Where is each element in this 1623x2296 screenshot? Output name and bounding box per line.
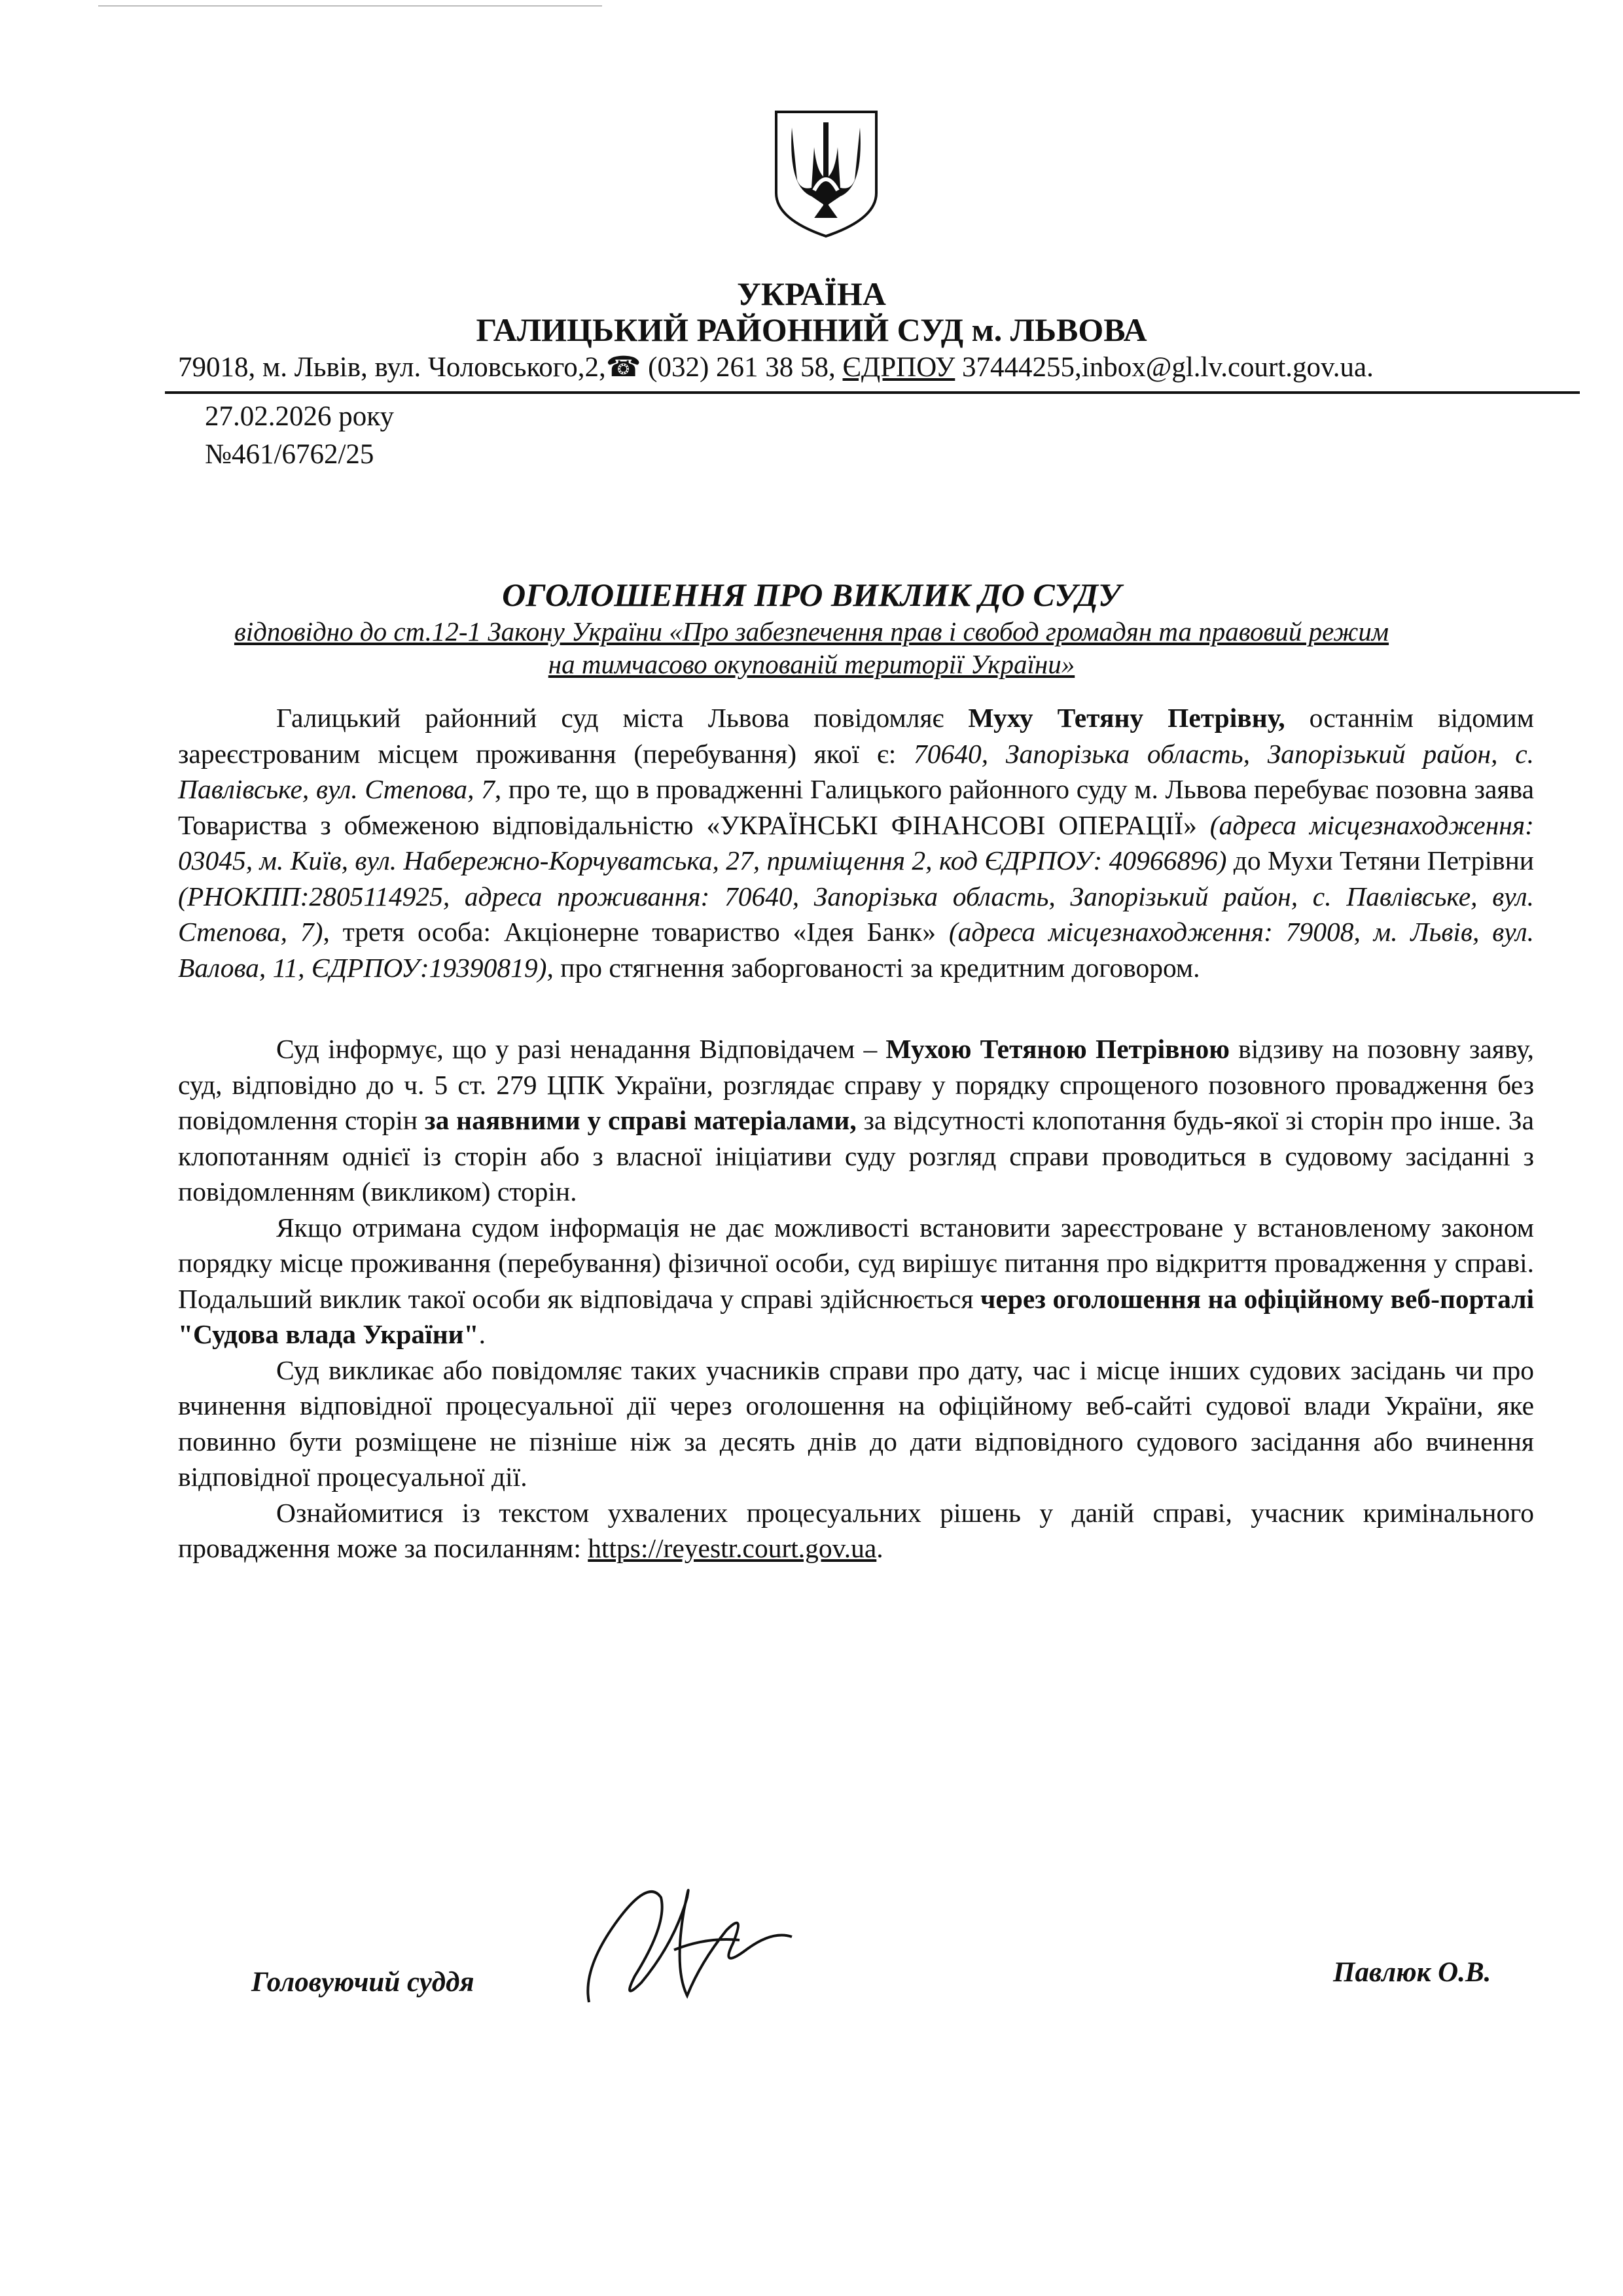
header-divider [165, 391, 1580, 394]
text-segment: , про те, що в провадженні Галицького районного суду м. Львова перебуває позовна заява Товариства з обмеженою відповідальністю «УКРАЇНСЬКІ ФІНАНСОВІ ОПЕРАЦІЇ» [178, 774, 1534, 840]
header-court-name: ГАЛИЦЬКИЙ РАЙОННИЙ СУД м. ЛЬВОВА [476, 311, 1147, 348]
text-segment: . [478, 1319, 486, 1349]
text-segment: до Мухи Тетяни Петрівни [1226, 845, 1534, 875]
italic-text: (адреса місцезнаходження: 79008, м. Львів, вул. Валова, 11, ЄДРПОУ:19390819), [178, 917, 1534, 983]
header-country: УКРАЇНА [737, 275, 886, 312]
document-date: 27.02.2026 року [205, 401, 395, 432]
handwritten-signature [576, 1871, 798, 2009]
text-segment: . [876, 1533, 883, 1563]
text-segment: Ознайомитися із текстом ухвалених процесуальних рішень у даній справі, учасник кримінального провадження може за посиланням: [178, 1497, 1534, 1563]
case-number: №461/6762/25 [205, 439, 374, 470]
body-paragraph [178, 1352, 1534, 1495]
text-segment: Якщо отримана судом інформація не дає можливості встановити зареєстроване у встановленому законом порядку місце проживання (перебування) фізичної особи, суд вирішує питання про відкриття провадження у справі. Подальший виклик такої особи як відповідача у справі здійснюється [178, 1212, 1534, 1314]
text-segment: Галицький районний суд міста Львова повідомляє [276, 703, 969, 733]
registry-link[interactable]: https://reyestr.court.gov.ua [588, 1533, 877, 1563]
italic-text: (адреса місцезнаходження: 03045, м. Київ, вул. Набережно-Корчуватська, 27, приміщення 2, код ЄДРПОУ: 40966896) [178, 809, 1534, 875]
bold-text: через оголошення на офіційному веб-порталі "Судова влада України" [178, 1283, 1535, 1349]
text-segment: Суд інформує, що у разі ненадання Відповідачем – [276, 1034, 886, 1064]
body-paragraph [178, 1031, 1534, 1210]
body-paragraph [178, 1210, 1534, 1352]
notice-subtitle [196, 615, 1427, 680]
signature-role: Головуючий суддя [251, 1967, 474, 1998]
body-paragraph [178, 700, 1534, 985]
text-segment: відзиву на позовну заяву, суд, відповідно до ч. 5 ст. 279 ЦПК України, розглядає справу у порядку спрощеного позовного провадження без повідомлення сторін [178, 1034, 1534, 1135]
notice-subtitle-line-1: відповідно до ст.12-1 Закону України «Про забезпечення прав і свобод громадян та правовий режим [234, 616, 1389, 646]
telephone-icon: ☎ [605, 352, 641, 383]
court-contact-line [178, 351, 1578, 383]
trident-emblem-icon [772, 108, 880, 239]
edrpou-and-email: 37444255,inbox@gl.lv.court.gov.ua. [962, 352, 1374, 383]
judge-name: Павлюк О.В. [1333, 1957, 1491, 1988]
court-address: 79018, м. Львів, вул. Чоловського,2, [178, 352, 606, 383]
italic-text: 70640, Запорізька область, Запорізький район, с. Павлівське, вул. Степова, 7 [178, 738, 1534, 804]
court-phone: (032) 261 38 58, [648, 352, 836, 383]
bold-text: Муху Тетяну Петрівну, [968, 703, 1285, 733]
bold-text: за наявними у справі матеріалами, [424, 1105, 857, 1135]
text-segment: про стягнення заборгованості за кредитним договором. [553, 952, 1200, 983]
text-segment: останнім відомим зареєстрованим місцем проживання (перебування) якої є: [178, 703, 1534, 769]
body-paragraph [178, 1495, 1534, 1566]
notice-subtitle-line-2: на тимчасово окупованій території України» [548, 649, 1075, 679]
bold-text: Мухою Тетяною Петрівною [885, 1034, 1230, 1064]
text-segment: за відсутності клопотання будь-якої зі сторін про інше. За клопотанням однієї із сторін або з власної ініціативи суду розгляд справи проводиться в судовому засіданні з повідомленням (викликом) сторін. [178, 1105, 1534, 1207]
notice-title: ОГОЛОШЕННЯ ПРО ВИКЛИК ДО СУДУ [502, 576, 1121, 613]
edrpou-label: ЄДРПОУ [842, 352, 955, 383]
notice-body [178, 700, 1534, 1566]
text-segment: , третя особа: Акціонерне товариство «Ідея Банк» [323, 917, 949, 947]
text-segment: Суд викликає або повідомляє таких учасників справи про дату, час і місце інших судових засідань чи про вчинення відповідної процесуальної дії через оголошення на офіційному веб-сайті судової влади України, яке повинно бути розміщене не пізніше ніж за десять днів до дати відповідного судового засідання або вчинення відповідної процесуальної дії. [178, 1354, 1534, 1492]
scan-artifact-line [98, 5, 602, 7]
italic-text: (РНОКПП:2805114925, адреса проживання: 70640, Запорізька область, Запорізький район, с. Павлівське, вул. Степова, 7) [178, 881, 1534, 947]
